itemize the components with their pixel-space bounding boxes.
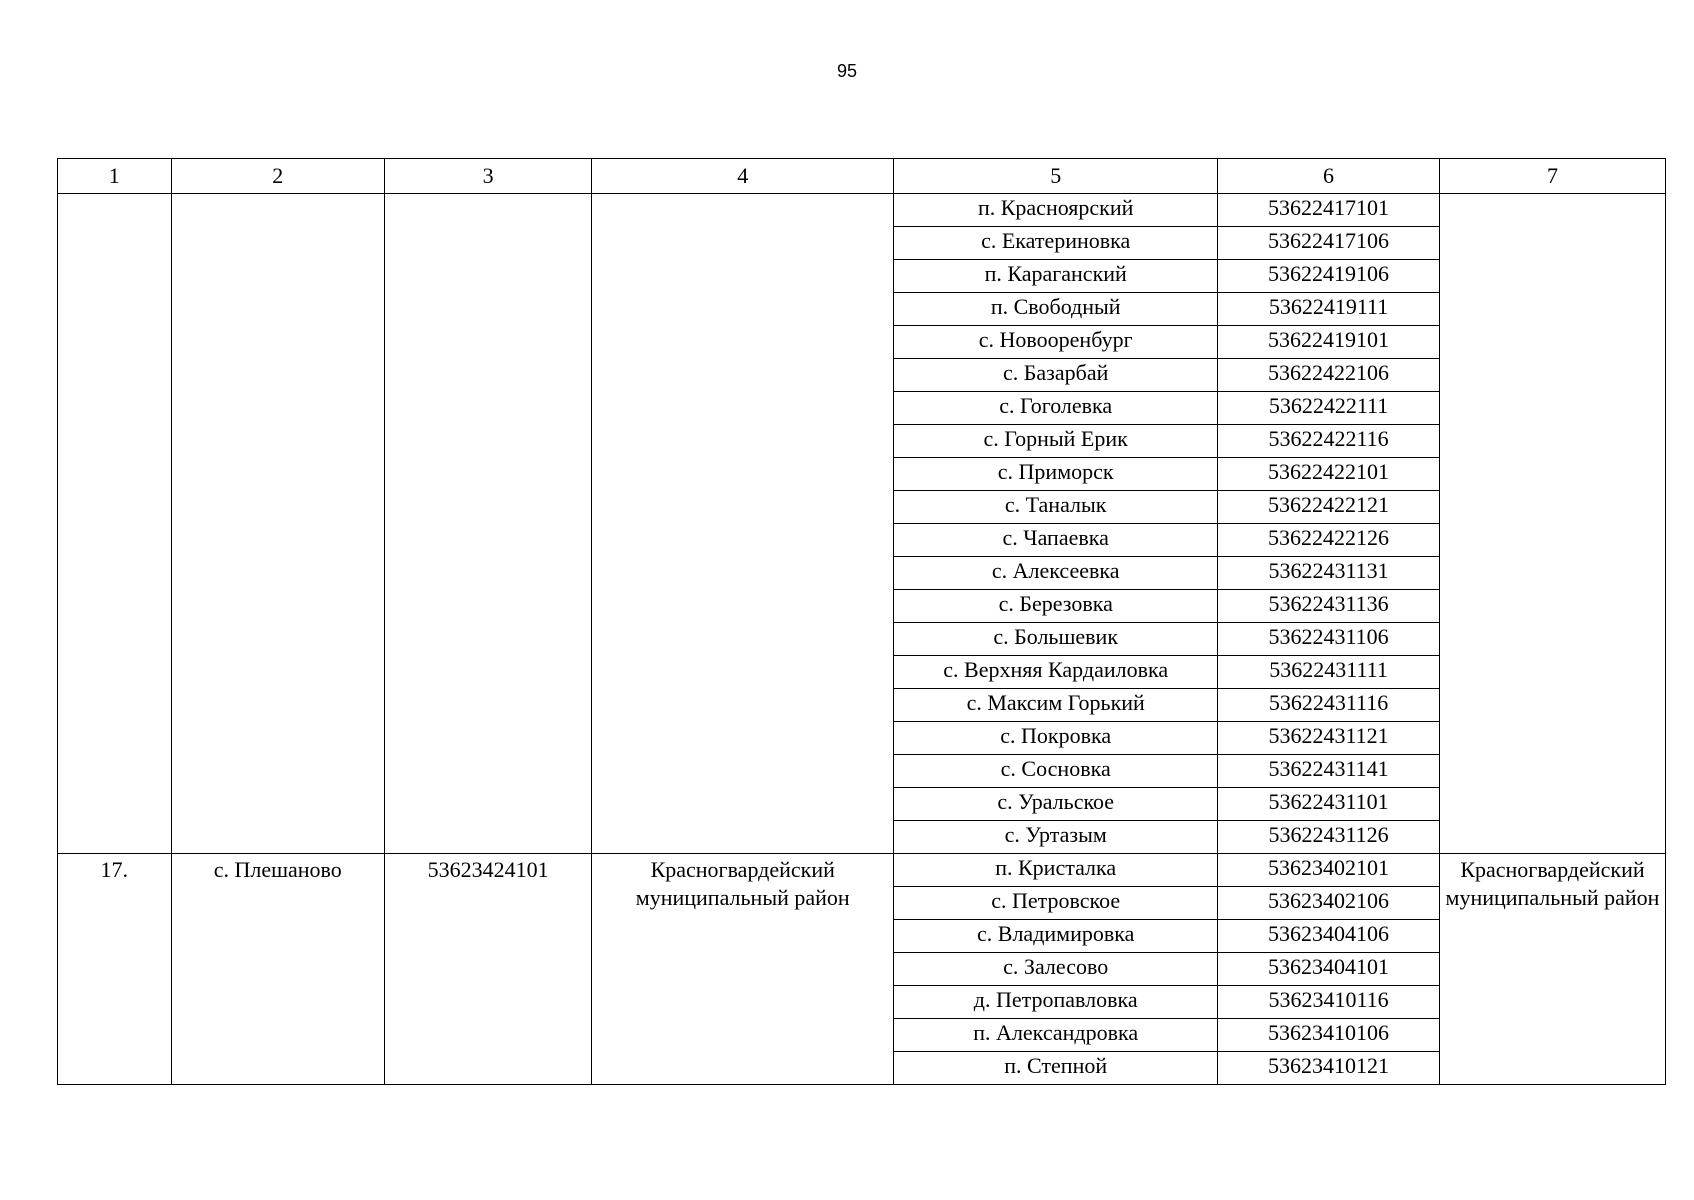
settlement-code: 53622419106 — [1218, 260, 1440, 293]
settlement-name: с. Сосновка — [894, 755, 1218, 788]
settlement-code: 53622431101 — [1218, 788, 1440, 821]
settlement-code: 53622422101 — [1218, 458, 1440, 491]
group-district-col7: Красногвардейский муниципальный район — [1439, 854, 1665, 1085]
group-center: с. Плешаново — [171, 854, 384, 1085]
settlement-name: с. Максим Горький — [894, 689, 1218, 722]
settlement-code: 53622431121 — [1218, 722, 1440, 755]
settlement-code: 53622417106 — [1218, 227, 1440, 260]
settlement-code: 53622422111 — [1218, 392, 1440, 425]
settlement-code: 53623404101 — [1218, 953, 1440, 986]
settlement-name: с. Большевик — [894, 623, 1218, 656]
settlement-name: с. Покровка — [894, 722, 1218, 755]
settlement-name: п. Свободный — [894, 293, 1218, 326]
settlement-name: с. Березовка — [894, 590, 1218, 623]
column-number-row — [58, 159, 1666, 194]
settlement-name: с. Владимировка — [894, 920, 1218, 953]
column-header: 6 — [1218, 159, 1440, 194]
table-row — [58, 194, 1666, 227]
settlement-name: с. Екатериновка — [894, 227, 1218, 260]
column-header: 1 — [58, 159, 172, 194]
settlement-code: 53623410121 — [1218, 1052, 1440, 1085]
settlement-code: 53622422106 — [1218, 359, 1440, 392]
settlement-name: с. Новооренбург — [894, 326, 1218, 359]
page-number: 95 — [836, 61, 858, 81]
settlement-name: п. Караганский — [894, 260, 1218, 293]
column-header: 4 — [592, 159, 894, 194]
settlement-code: 53622422126 — [1218, 524, 1440, 557]
settlement-name: п. Александровка — [894, 1019, 1218, 1052]
settlement-code: 53622417101 — [1218, 194, 1440, 227]
column-header: 5 — [894, 159, 1218, 194]
settlement-code: 53622431131 — [1218, 557, 1440, 590]
prev-center-code-cell — [385, 194, 592, 854]
settlement-code: 53622431126 — [1218, 821, 1440, 854]
settlement-name: п. Красноярский — [894, 194, 1218, 227]
settlement-name: п. Кристалка — [894, 854, 1218, 887]
prev-district-col7-cell — [1439, 194, 1665, 854]
settlement-code: 53622431111 — [1218, 656, 1440, 689]
settlement-code: 53622422116 — [1218, 425, 1440, 458]
settlement-name: с. Базарбай — [894, 359, 1218, 392]
settlement-code: 53622422121 — [1218, 491, 1440, 524]
prev-number-cell — [58, 194, 172, 854]
settlement-name: с. Уртазым — [894, 821, 1218, 854]
settlement-code: 53623410116 — [1218, 986, 1440, 1019]
settlement-code: 53622431136 — [1218, 590, 1440, 623]
settlement-code: 53622419101 — [1218, 326, 1440, 359]
settlement-name: д. Петропавловка — [894, 986, 1218, 1019]
prev-district-cell — [592, 194, 894, 854]
settlement-code: 53622419111 — [1218, 293, 1440, 326]
settlement-name: с. Верхняя Кардаиловка — [894, 656, 1218, 689]
column-header: 2 — [171, 159, 384, 194]
settlements-table-wrapper — [57, 158, 1666, 1085]
settlement-name: с. Горный Ерик — [894, 425, 1218, 458]
settlement-code: 53623410106 — [1218, 1019, 1440, 1052]
group-district: Красногвардейский муниципальный район — [592, 854, 894, 1085]
settlements-table — [57, 158, 1666, 1085]
settlement-name: п. Степной — [894, 1052, 1218, 1085]
settlement-name: с. Таналык — [894, 491, 1218, 524]
settlement-name: с. Алексеевка — [894, 557, 1218, 590]
prev-center-cell — [171, 194, 384, 854]
column-header: 3 — [385, 159, 592, 194]
column-header: 7 — [1439, 159, 1665, 194]
settlement-name: с. Уральское — [894, 788, 1218, 821]
settlement-name: с. Залесово — [894, 953, 1218, 986]
group-number: 17. — [58, 854, 172, 1085]
settlement-name: с. Гоголевка — [894, 392, 1218, 425]
settlement-code: 53622431141 — [1218, 755, 1440, 788]
settlement-code: 53623402106 — [1218, 887, 1440, 920]
group-center-code: 53623424101 — [385, 854, 592, 1085]
settlement-name: с. Чапаевка — [894, 524, 1218, 557]
settlement-name: с. Приморск — [894, 458, 1218, 491]
settlement-code: 53623404106 — [1218, 920, 1440, 953]
settlement-code: 53622431116 — [1218, 689, 1440, 722]
settlement-name: с. Петровское — [894, 887, 1218, 920]
table-row — [58, 854, 1666, 887]
settlement-code: 53623402101 — [1218, 854, 1440, 887]
settlement-code: 53622431106 — [1218, 623, 1440, 656]
